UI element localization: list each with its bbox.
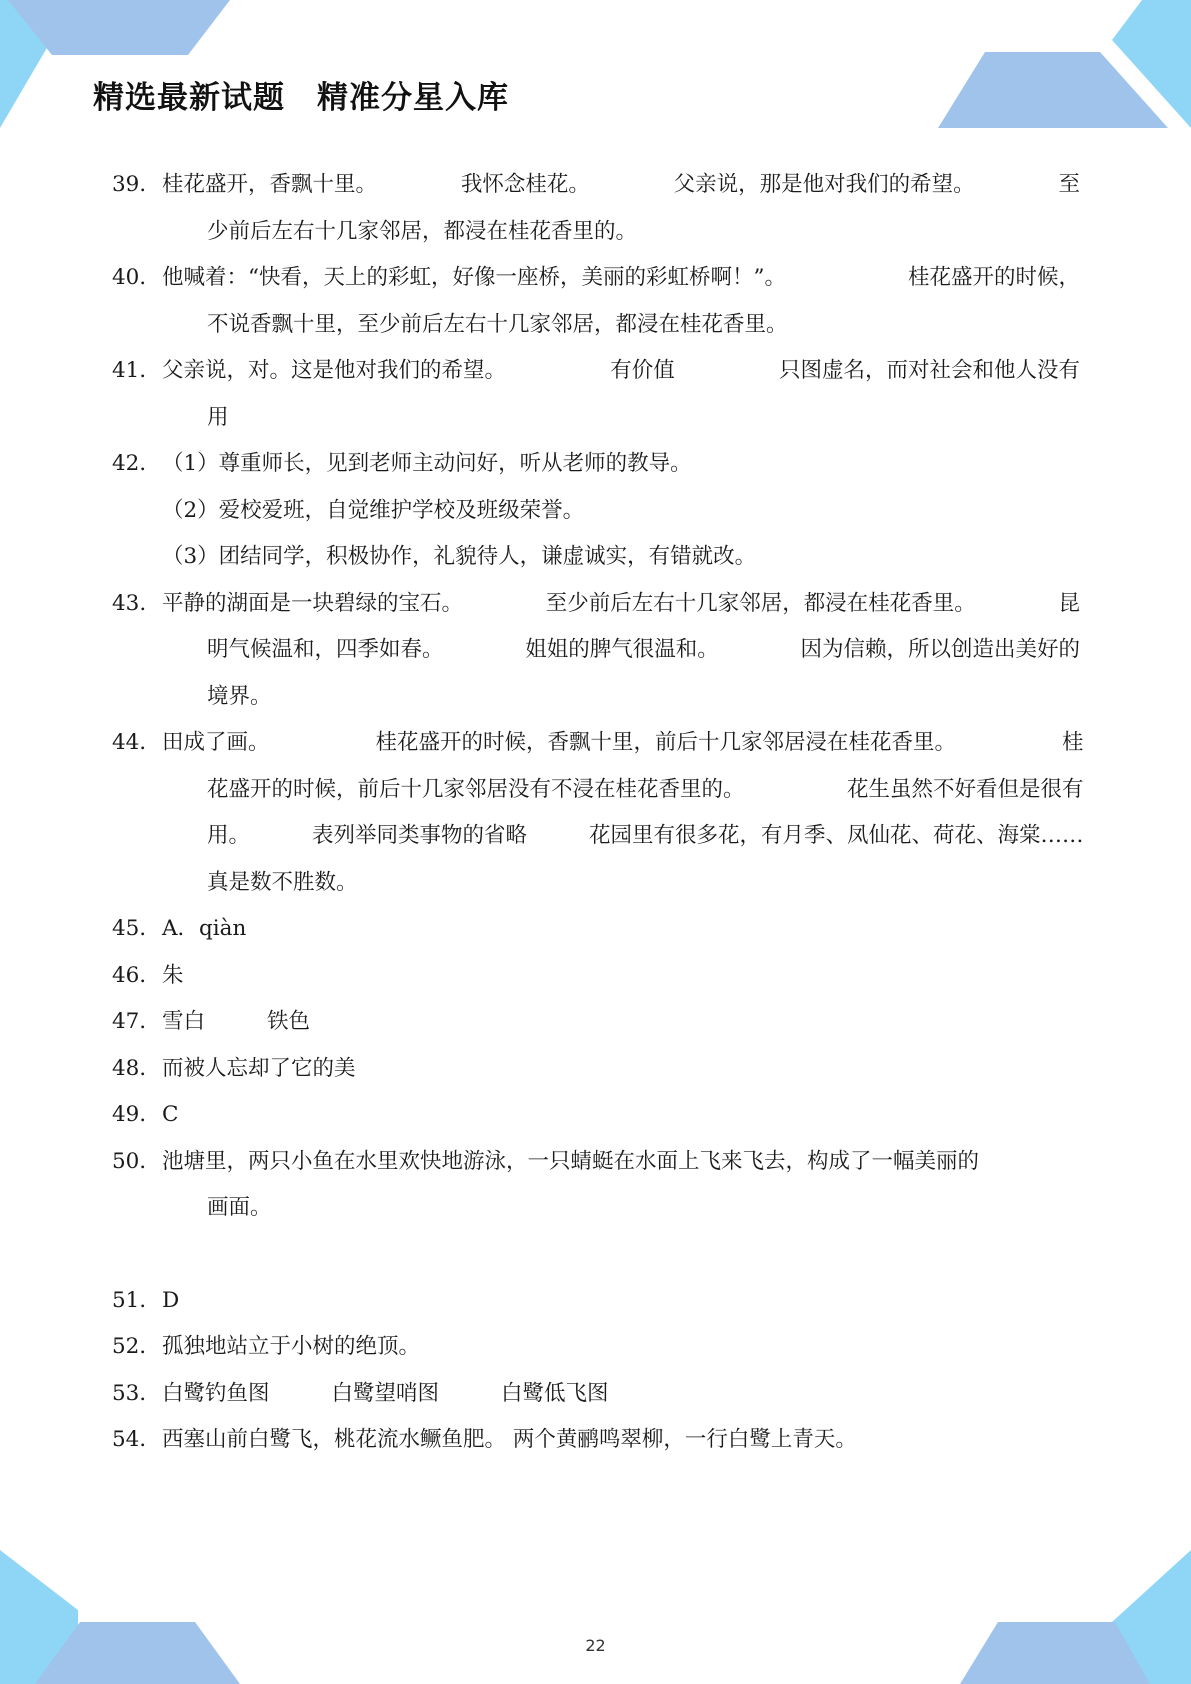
answer-line [162, 1324, 1080, 1371]
answer-body [162, 255, 1080, 348]
answer-item [112, 906, 1080, 953]
answer-segment: 至少前后左右十几家邻居，都浸在桂花香里。 [545, 590, 976, 616]
answer-item [112, 1092, 1080, 1139]
answer-number: 44． [112, 730, 161, 755]
answer-segment: 昆 [1058, 590, 1080, 616]
answer-segment: 只图虚名，而对社会和他人没有 [778, 358, 1080, 383]
answer-number: 40． [112, 265, 161, 290]
answer-segment: 用。 [207, 823, 251, 848]
answer-line [162, 1278, 1080, 1325]
answer-line [162, 255, 1080, 302]
answer-segment: 平静的湖面是一块碧绿的宝石。 [162, 590, 464, 616]
answer-number: 43. [112, 590, 147, 616]
answer-line [162, 441, 1080, 488]
answer-item [112, 162, 1080, 255]
answer-line [162, 1371, 1080, 1418]
answer-number: 48． [112, 1055, 161, 1081]
answer-segment: 桂花盛开的时候，香飘十里，前后十几家邻居浸在桂花香里。 [375, 730, 957, 755]
answer-line [162, 860, 1084, 907]
answer-segment: 池塘里，两只小鱼在水里欢快地游泳，一只蜻蜓在水面上飞来飞去，构成了一幅美丽的 [162, 1148, 980, 1174]
answer-segment: 至 [1058, 172, 1080, 197]
answer-segment: 桂花盛开，香飘十里。 [162, 172, 378, 197]
answer-line [162, 395, 1080, 442]
answer-line [162, 767, 1084, 814]
answer-segment: 我怀念桂花。 [460, 172, 590, 197]
answer-number: 46． [112, 962, 161, 988]
answer-segment: 表列举同类事物的省略 [312, 823, 528, 848]
answer-line [162, 348, 1080, 395]
answer-segment: 父亲说，对。这是他对我们的希望。 [162, 358, 507, 383]
answer-segment: 雪白 [162, 1009, 206, 1034]
answer-segment: 用 [207, 404, 229, 430]
answer-segment: 朱 [162, 962, 184, 988]
top-left-light-triangle [0, 0, 75, 128]
top-right-light-triangle [1112, 0, 1191, 128]
answer-segment: 因为信赖，所以创造出美好的 [800, 637, 1080, 662]
answer-number: 50． [112, 1148, 161, 1174]
answer-segment: 铁色 [267, 1009, 311, 1034]
answer-line [162, 720, 1084, 767]
answer-segment: 明气候温和，四季如春。 [207, 637, 444, 662]
answer-body [162, 348, 1080, 441]
blank-line [112, 1232, 1080, 1278]
answer-line [162, 1185, 1080, 1232]
answer-segment: 少前后左右十几家邻居，都浸在桂花香里的。 [207, 218, 638, 244]
answer-segment: D [162, 1287, 180, 1313]
answer-body [162, 1278, 1080, 1325]
top-right-dark-trapezoid [938, 52, 1168, 128]
answer-item [112, 1278, 1080, 1325]
answer-item [112, 581, 1080, 721]
answer-segment: 而被人忘却了它的美 [162, 1055, 356, 1081]
bottom-right-light-triangle [1112, 1550, 1191, 1684]
answer-line [162, 674, 1080, 721]
answer-line [162, 1046, 1080, 1093]
answer-line [162, 1139, 1080, 1186]
answer-line [162, 1417, 1080, 1464]
answer-body [162, 1371, 1080, 1418]
top-left-dark-trapezoid [8, 0, 230, 55]
answer-number: 47． [112, 1009, 161, 1034]
answer-item [112, 1371, 1080, 1418]
answer-segment: 花生虽然不好看但是很有 [847, 776, 1084, 802]
answer-body [162, 1417, 1080, 1464]
answer-body [162, 1139, 1080, 1232]
bottom-left-light-triangle [0, 1550, 78, 1684]
answer-line [162, 209, 1080, 256]
answer-body [162, 581, 1080, 721]
answer-segment: 田成了画。 [162, 730, 270, 755]
answer-segment: 桂花盛开的时候， [907, 265, 1080, 290]
answer-segment: 父亲说，那是他对我们的希望。 [673, 172, 975, 197]
answer-segment: A．qiàn [162, 916, 247, 941]
answer-line [162, 162, 1080, 209]
answer-number: 54． [112, 1427, 161, 1452]
answer-item [112, 1324, 1080, 1371]
page-number: 22 [585, 1636, 606, 1655]
answer-item [112, 1139, 1080, 1232]
answer-item [112, 348, 1080, 441]
answer-item [112, 953, 1080, 1000]
answer-body [162, 953, 1080, 1000]
answer-number: 45． [112, 916, 161, 941]
answer-number: 41． [112, 358, 161, 383]
answer-subitem: （2）爱校爱班，自觉维护学校及班级荣誉。 [162, 497, 585, 523]
answer-line [162, 953, 1080, 1000]
page-header-title: 精选最新试题 精准分星入库 [93, 80, 509, 116]
answer-line [162, 627, 1080, 674]
answer-segment: 不说香飘十里，至少前后左右十几家邻居，都浸在桂花香里。 [207, 311, 788, 337]
answer-item [112, 999, 1080, 1046]
answer-number: 51． [112, 1287, 161, 1313]
answer-body [162, 720, 1084, 906]
answer-line [162, 581, 1080, 628]
answer-item [112, 441, 1080, 488]
answer-segment: C [162, 1102, 179, 1127]
answer-segment: 画面。 [207, 1195, 272, 1220]
answer-number: 39． [112, 172, 161, 197]
answer-number: 42． [112, 451, 161, 476]
answer-subitem: （3）团结同学，积极协作，礼貌待人，谦虚诚实，有错就改。 [162, 544, 757, 569]
answer-line [162, 813, 1084, 860]
answer-item [112, 1417, 1080, 1464]
answer-segment: 有价值 [610, 358, 675, 383]
answer-line [162, 906, 1080, 953]
answer-segment: 花园里有很多花，有月季、凤仙花、荷花、海棠…… [589, 823, 1084, 848]
answer-body [162, 1324, 1080, 1371]
answer-item [112, 720, 1084, 906]
answer-item [112, 1046, 1080, 1093]
answer-body [162, 441, 1080, 488]
answer-number: 53． [112, 1380, 161, 1406]
answer-body [162, 1092, 1080, 1139]
answer-segment: 西塞山前白鹭飞，桃花流水鳜鱼肥。 两个黄鹂鸣翠柳，一行白鹭上青天。 [162, 1427, 857, 1452]
answer-line [162, 302, 1080, 349]
answer-number: 52． [112, 1334, 161, 1359]
answer-body [162, 162, 1080, 255]
answer-list [112, 162, 1084, 1464]
answer-item [112, 255, 1080, 348]
answer-segment: 白鹭钓鱼图 [162, 1380, 270, 1406]
answer-body [162, 1046, 1080, 1093]
answer-body [162, 906, 1080, 953]
answer-segment: 桂 [1062, 730, 1084, 755]
answer-segment: 孤独地站立于小树的绝顶。 [162, 1334, 421, 1359]
answer-segment: 花盛开的时候，前后十几家邻居没有不浸在桂花香里的。 [207, 776, 745, 802]
answer-segment: 境界。 [207, 683, 272, 709]
answer-segment: 姐姐的脾气很温和。 [525, 637, 719, 662]
answer-number: 49． [112, 1102, 161, 1127]
answer-body [162, 999, 1080, 1046]
answer-segment: 真是数不胜数。 [207, 869, 358, 895]
answer-segment: 白鹭低飞图 [501, 1380, 609, 1406]
answer-segment: （1）尊重师长，见到老师主动问好，听从老师的教导。 [162, 451, 692, 476]
answer-line [162, 1092, 1080, 1139]
answer-segment: 白鹭望哨图 [331, 1380, 440, 1406]
answer-line [162, 999, 1080, 1046]
answer-segment: 他喊着：“快看，天上的彩虹，好像一座桥，美丽的彩虹桥啊！”。 [162, 265, 786, 290]
